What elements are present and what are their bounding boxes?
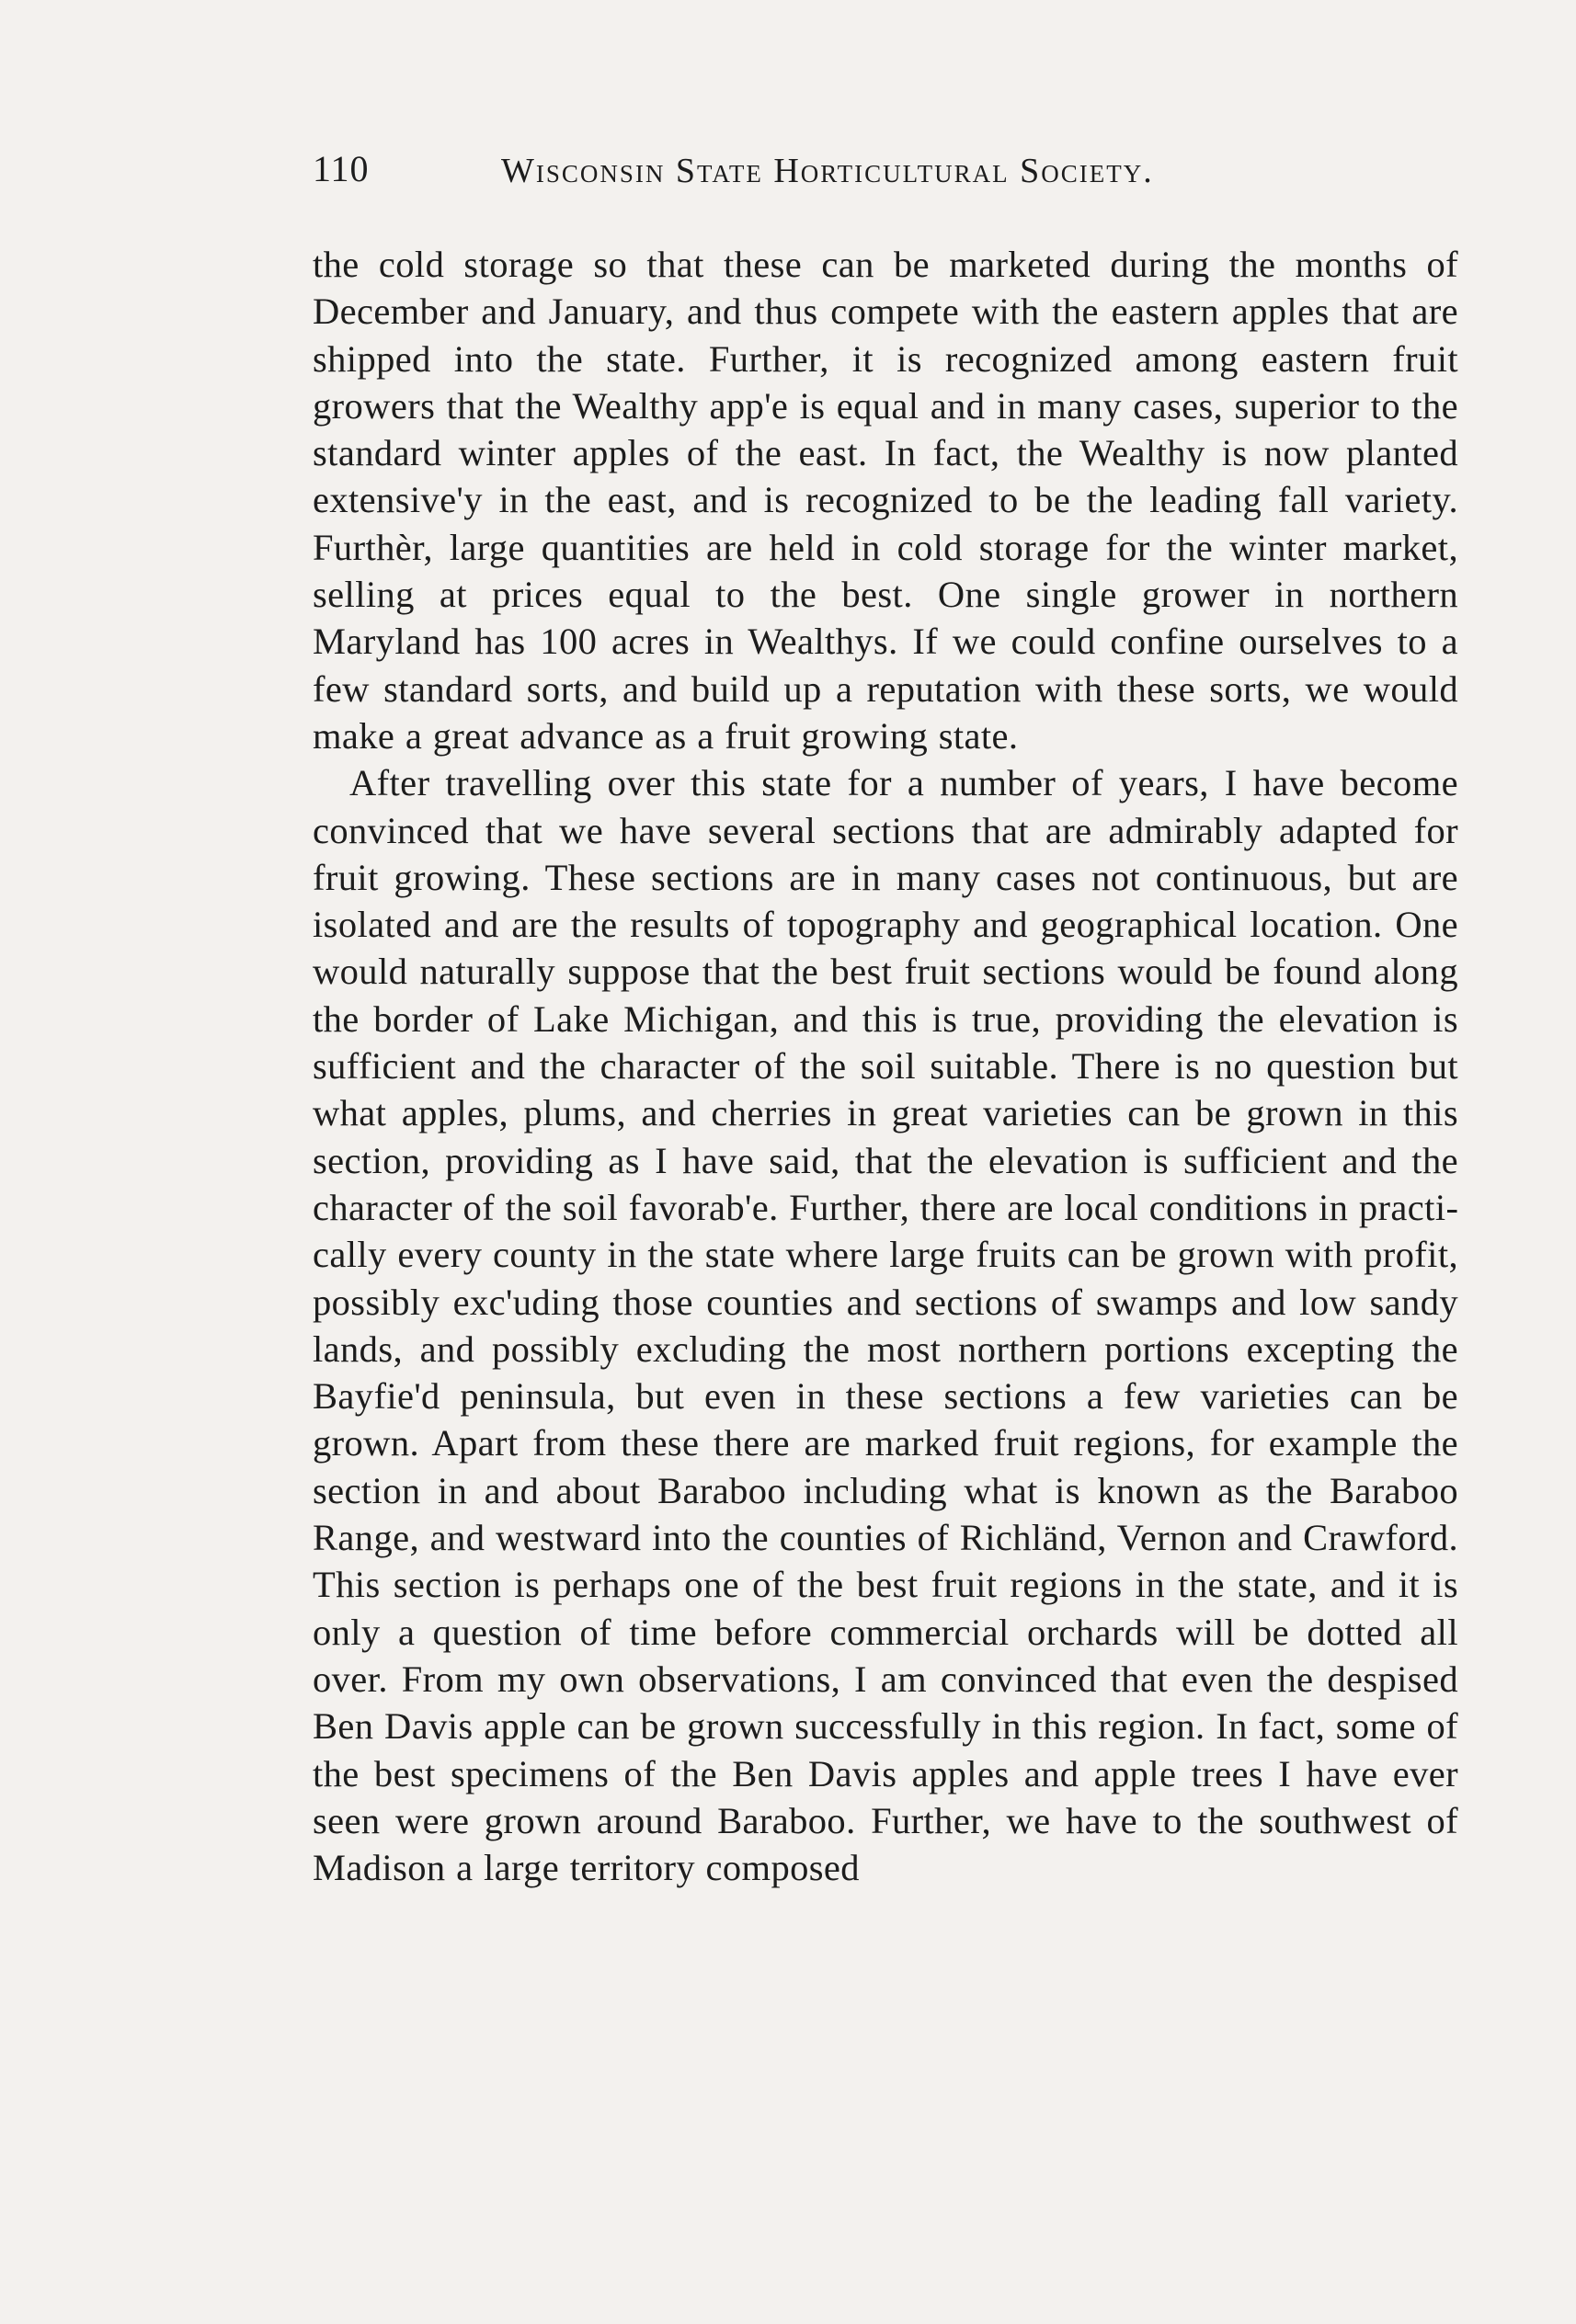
paragraph-continued: the cold storage so that these can be marketed during the months of December and January, and thus compete with the eastern apples that are shipped into the state. Further, it is recognized among eastern fruit growers that the Wealthy app'e is equal and in many cases, superior to the standard winter apples of the east. In fact, the Wealthy is now planted extensive'y in the east, and is recognized to be the leading fall variety. Furthèr, large quantities are held in cold storage for the winter market, selling at prices equal to the best. One single grower in northern Maryland has 100 acres in Wealthys. If we could confine ourselves to a few standard sorts, and build up a reputation with these sorts, we would make a great advance as a fruit growing state. <box>313 244 1458 757</box>
page-header <box>313 147 1287 202</box>
page-number: 110 <box>313 148 370 189</box>
body-text <box>313 241 1458 1891</box>
running-head: Wisconsin State Horticultural Society. <box>501 152 1154 190</box>
paragraph-fruit-sections: After travelling over this state for a number of years, I have become convinced that we have several sections that are admirably adapted for fruit growing. These sections are in many cases not continuous, but are isolated and are the results of topography and geographical location. One would naturally suppose that the best fruit sections would be found along the border of Lake Michigan, and this is true, providing the elevation is sufficient and the character of the soil suitable. There is no question but what apples, plums, and cherries in great varieties can be grown in this section, providing as I have said, that the elevation is sufficient and the character of the soil favorab'e. Further, there are local conditions in practically every county in the state where large fruits can be grown with profit, possibly exc'uding those counties and sections of swamps and low sandy lands, and possibly excluding the most northern portions excepting the Bayfie'd peninsula, but even in these sections a few varieties can be grown. Apart from these there are marked fruit regions, for example the section in and about Baraboo including what is known as the Baraboo Range, and westward into the counties of Richländ, Vernon and Crawford. This section is perhaps one of the best fruit regions in the state, and it is only a question of time before commercial orchards will be dotted all over. From my own observations, I am convinced that even the despised Ben Davis apple can be grown successfully in this region. In fact, some of the best specimens of the Ben Davis apples and apple trees I have ever seen were grown around Baraboo. Further, we have to the southwest of Madison a large territory composed <box>313 762 1458 1889</box>
